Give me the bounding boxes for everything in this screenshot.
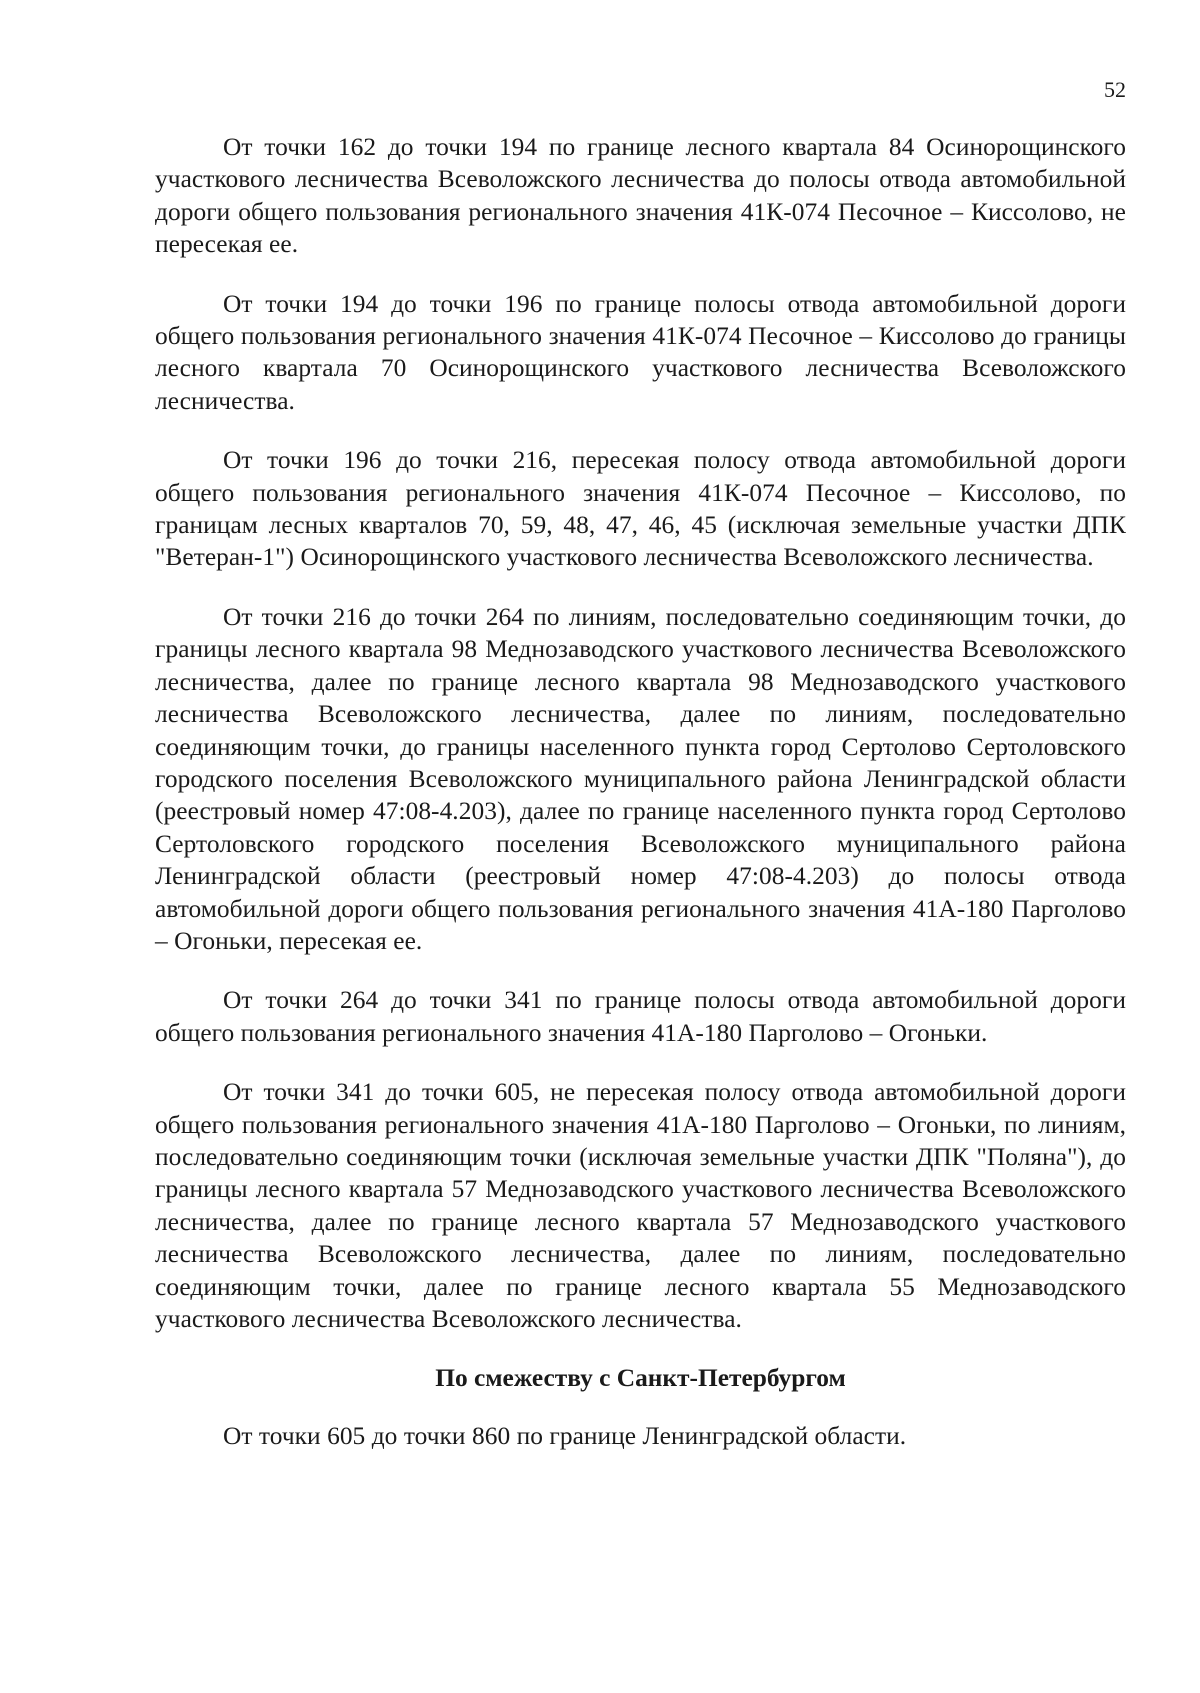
paragraph: От точки 194 до точки 196 по границе полосы отвода автомобильной дороги общего пользования регионального значения 41К-074 Песочное – Киссолово до границы лесного квартала 70 Осинорощинского участкового лесничества Всеволожского лесничества. [155,289,1126,415]
document-body [155,131,1126,1480]
final-paragraph: От точки 605 до точки 860 по границе Ленинградской области. [223,1422,907,1451]
paragraph: От точки 196 до точки 216, пересекая полосу отвода автомобильной дороги общего пользования регионального значения 41К-074 Песочное – Киссолово, по границам лесных кварталов 70, 59, 48, 47, 46, 45 (исключая земельные участки ДПК "Ветеран-1") Осинорощинского участкового лесничества Всеволожского лесничества. [155,446,1126,572]
paragraph: От точки 162 до точки 194 по границе лесного квартала 84 Осинорощинского участкового лесничества Всеволожского лесничества до полосы отвода автомобильной дороги общего пользования регионального значения 41К-074 Песочное – Киссолово, не пересекая ее. [155,133,1126,259]
paragraph: От точки 341 до точки 605, не пересекая полосу отвода автомобильной дороги общего пользования регионального значения 41А-180 Парголово – Огоньки, по линиям, последовательно соединяющим точки (исключая земельные участки ДПК "Поляна"), до границы лесного квартала 57 Меднозаводского участкового лесничества Всеволожского лесничества, далее по границе лесного квартала 57 Меднозаводского участкового лесничества Всеволожского лесничества, далее по линиям, последовательно соединяющим точки, далее по границе лесного квартала 55 Меднозаводского участкового лесничества Всеволожского лесничества. [155,1078,1126,1333]
paragraph: От точки 216 до точки 264 по линиям, последовательно соединяющим точки, до границы лесного квартала 98 Меднозаводского участкового лесничества Всеволожского лесничества, далее по границе лесного квартала 98 Меднозаводского участкового лесничества Всеволожского лесничества, далее по линиям, последовательно соединяющим точки, до границы населенного пункта город Сертолово Сертоловского городского поселения Всеволожского муниципального района Ленинградской области (реестровый номер 47:08-4.203), далее по границе населенного пункта город Сертолово Сертоловского городского поселения Всеволожского муниципального района Ленинградской области (реестровый номер 47:08-4.203) до полосы отвода автомобильной дороги общего пользования регионального значения 41А-180 Парголово – Огоньки, пересекая ее. [155,602,1126,955]
section-heading: По смежеству с Санкт-Петербургом [435,1364,846,1393]
paragraph: От точки 264 до точки 341 по границе полосы отвода автомобильной дороги общего пользования регионального значения 41А-180 Парголово – Огоньки. [155,986,1126,1047]
page-number: 52 [1104,77,1126,102]
